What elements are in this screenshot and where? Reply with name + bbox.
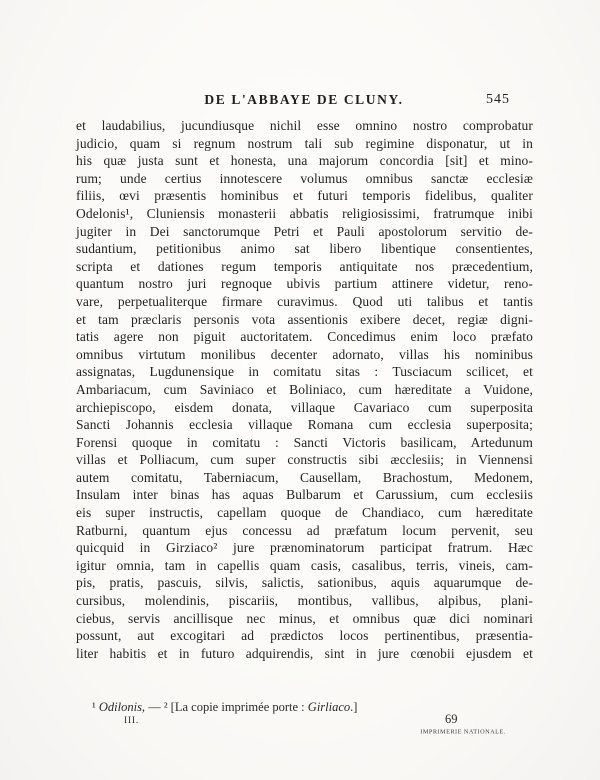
text-line: sudantium, petitionibus animo sat libero libentique consentientes,: [76, 241, 533, 257]
text-line: Ambariacum, cum Saviniaco et Boliniaco, cum hæreditate a Vuidone,: [76, 381, 533, 397]
page-number: 545: [486, 92, 510, 107]
page-header: [76, 92, 532, 110]
text-line: jugiter in Dei sanctorumque Petri et Pauli apostolorum servitio de-: [76, 223, 533, 239]
text-line: quantum nostro juri regnoque ubivis partium attinere videtur, reno-: [76, 276, 533, 292]
text-line: scripta et dationes regum temporis antiquitate nos præcedentium,: [76, 258, 533, 274]
text-line: vare, perpetualiterque firmare curavimus. Quod uti talibus et tantis: [76, 293, 533, 309]
text-line: villas et Polliacum, cum super constructis sibi æcclesiis; in Viennensi: [76, 452, 533, 468]
footnote-ref-girliaco: Girliaco: [307, 700, 351, 714]
text-line: rum; unde certius innotescere volumus omnibus sanctæ ecclesiæ: [76, 170, 533, 186]
text-line: tatis agere non piguit auctoritatem. Concedimus enim loco præfato: [76, 329, 533, 345]
text-line: archiepiscopo, eisdem donata, villaque Cavariaco cum superposita: [76, 399, 533, 415]
volume-signature-mark: III.: [124, 716, 140, 726]
sheet-number: 69: [445, 712, 458, 726]
text-line: filiis, œvi præsentis hominibus et futuri temporis fidelibus, qualiter: [76, 188, 533, 204]
footnote-tail: .]: [350, 700, 358, 714]
body-text-block: [76, 117, 533, 662]
text-line: his quæ justa sunt et honesta, una majorum concordia [sit] et mino-: [76, 153, 533, 169]
text-line: pis, pratis, pascuis, silvis, salictis, sationibus, aquis aquarumque de-: [76, 575, 533, 591]
footnote-mark-1: ¹: [92, 700, 99, 714]
text-line: cursibus, molendinis, piscariis, montibus, vallibus, alpibus, plani-: [76, 593, 533, 609]
text-line: assignatas, Lugdunensique in comitatu sitas : Tusciacum scilicet, et: [76, 364, 533, 380]
footnote-mid-text: — ² [La copie imprimée porte :: [145, 700, 308, 714]
text-line: Sancti Johannis ecclesia villaque Romana cum ecclesia superposita;: [76, 417, 533, 433]
text-line: autem comitatu, Taberniacum, Causellam, Brachostum, Medonem,: [76, 469, 533, 485]
text-line: liter habitis et in futuro adquirendis, sint in jure cœnobii ejusdem et: [76, 645, 533, 661]
running-title: DE L'ABBAYE DE CLUNY.: [204, 92, 404, 107]
footnote-ref-odilonis: Odilonis,: [98, 700, 146, 714]
text-line: igitur omnia, tam in capellis quam casis, casalibus, terris, vineis, cam-: [76, 557, 533, 573]
text-line: Forensi quoque in comitatu : Sancti Victoris basilicam, Artedunum: [76, 434, 533, 450]
text-line: eis super instructis, capellam quoque de Chandiaco, cum hæreditate: [76, 505, 533, 521]
text-line: Odelonis¹, Cluniensis monasterii abbatis religiosissimi, fratrumque inibi: [76, 205, 533, 221]
text-line: judicio, quam si regnum nostrum tali sub regimine disponatur, ut in: [76, 135, 533, 151]
text-line: Insulam inter binas has aquas Bulbarum et Carussium, cum ecclesiis: [76, 487, 533, 503]
text-line: Ratburni, quantum ejus concessu ad præfatum locum pervenit, seu: [76, 522, 533, 538]
text-line: et laudabilius, jucundiusque nichil esse omnino nostro comprobatur: [76, 118, 533, 133]
text-line: possunt, aut excogitari ad prædictos locos pertinentibus, præsentia-: [76, 628, 533, 644]
text-line: omnibus virtutum monilibus decenter adornato, villas his nominibus: [76, 346, 533, 362]
text-line: et tam præclaris personis vota assentionis exibere decet, regiæ digni-: [76, 311, 533, 327]
printer-imprint: IMPRIMERIE NATIONALE.: [420, 728, 506, 736]
text-line: ciebus, servis ancillisque nec minus, et omnibus quæ dici nominari: [76, 610, 533, 626]
text-line: quicquid in Girziaco² jure prænominatorum participat fratrum. Hæc: [76, 540, 533, 556]
